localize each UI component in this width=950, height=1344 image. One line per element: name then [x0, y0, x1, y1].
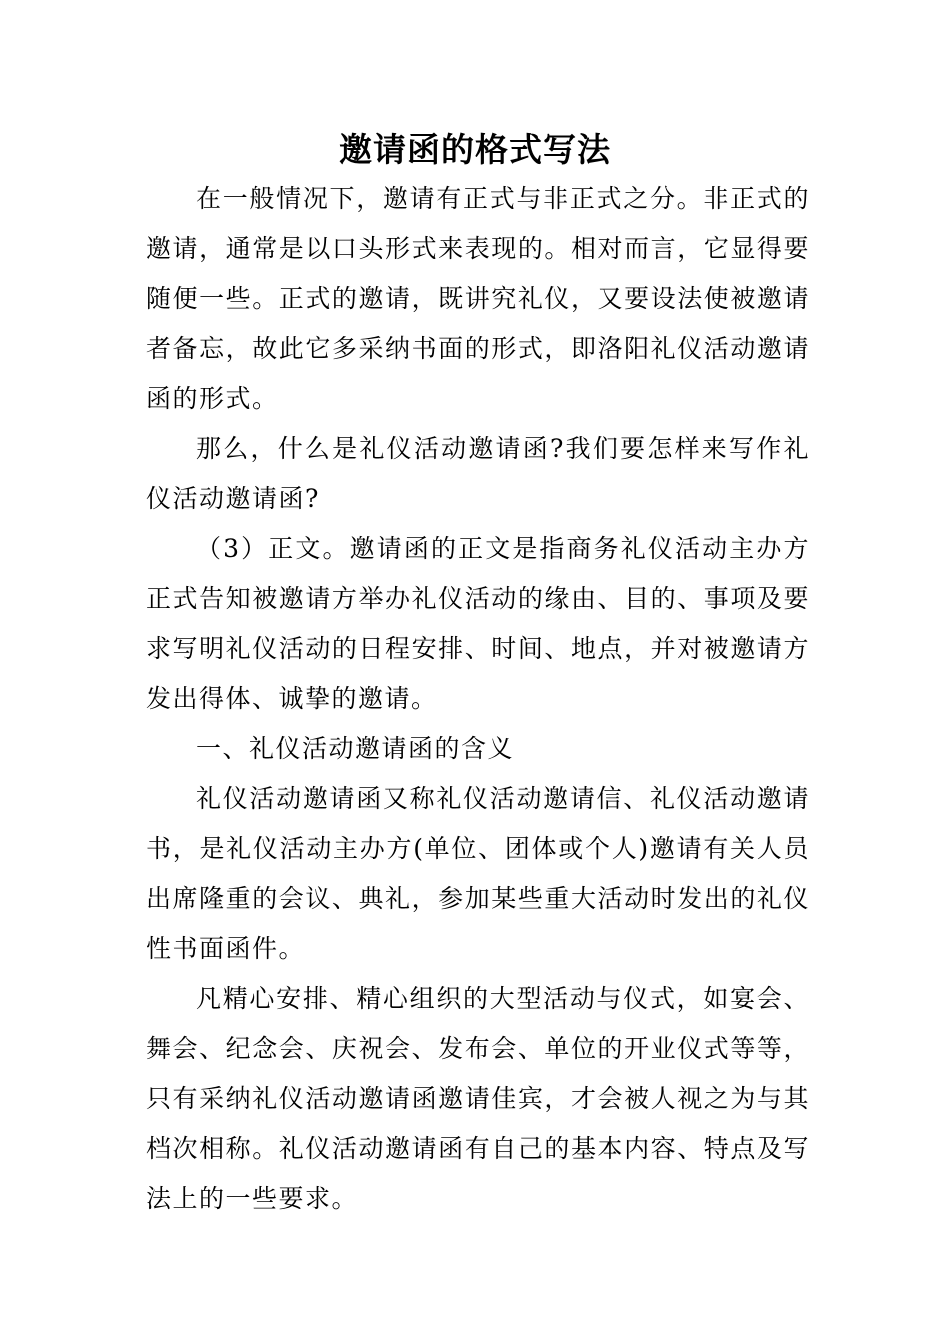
paragraph-question: 那么，什么是礼仪活动邀请函?我们要怎样来写作礼仪活动邀请函? [146, 434, 810, 513]
document-body [146, 174, 810, 1224]
paragraph-usage: 凡精心安排、精心组织的大型活动与仪式，如宴会、舞会、纪念会、庆祝会、发布会、单位的开业仪式等等，只有采纳礼仪活动邀请函邀请佳宾，才会被人视之为与其档次相称。礼仪活动邀请函有自己的基本内容、特点及写法上的一些要求。 [146, 984, 810, 1213]
document-title: 邀请函的格式写法 [339, 130, 611, 169]
section-heading-meaning: 一、礼仪活动邀请函的含义 [196, 734, 515, 763]
paragraph-intro: 在一般情况下，邀请有正式与非正式之分。非正式的邀请，通常是以口头形式来表现的。相对而言，它显得要随便一些。正式的邀请，既讲究礼仪，又要设法使被邀请者备忘，故此它多采纳书面的形式，即洛阳礼仪活动邀请函的形式。 [146, 184, 810, 413]
paragraph-body-text: （3）正文。邀请函的正文是指商务礼仪活动主办方正式告知被邀请方举办礼仪活动的缘由、目的、事项及要求写明礼仪活动的日程安排、时间、地点，并对被邀请方发出得体、诚挚的邀请。 [146, 534, 810, 713]
paragraph-definition: 礼仪活动邀请函又称礼仪活动邀请信、礼仪活动邀请书，是礼仪活动主办方(单位、团体或个人)邀请有关人员出席隆重的会议、典礼，参加某些重大活动时发出的礼仪性书面函件。 [146, 784, 810, 963]
